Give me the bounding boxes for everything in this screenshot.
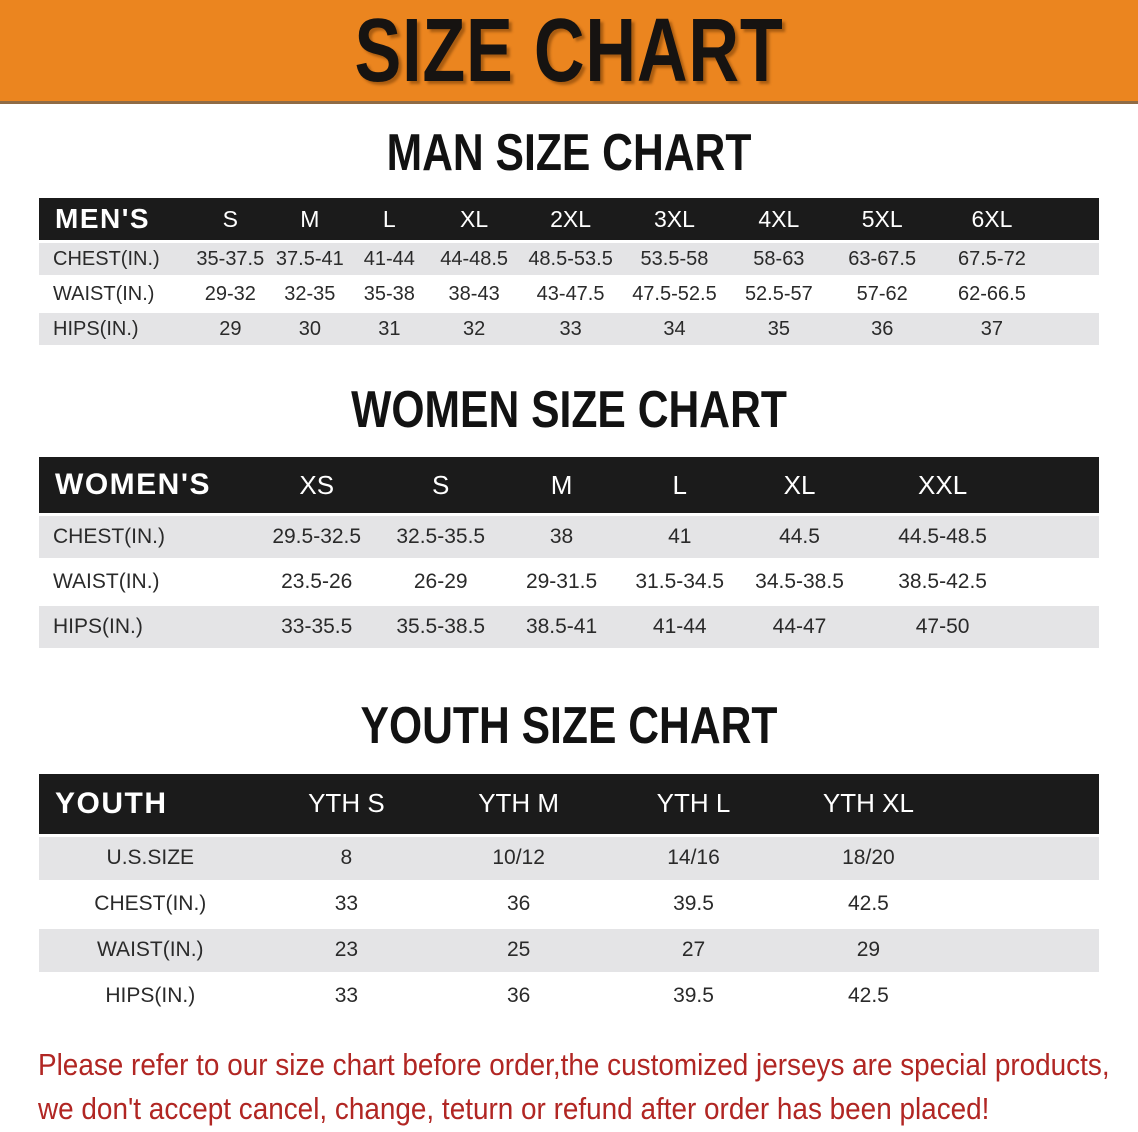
value-cell: 30 [298,317,321,340]
column-header: XS [299,469,335,500]
value-cell: 58-63 [753,247,805,270]
table-header-row [39,198,1099,240]
value-cell: 10/12 [492,846,545,870]
value-cell: 35.5-38.5 [396,615,486,639]
value-cell: 31.5-34.5 [635,570,725,594]
row-label: HIPS(IN.) [53,615,143,639]
value-cell: 38 [549,525,574,549]
value-cell: 39.5 [673,892,714,916]
value-cell: 35-38 [363,282,415,305]
spacer-cell [1050,198,1099,240]
table-row [39,883,1099,926]
value-cell: 44.5-48.5 [898,525,987,549]
section-men [0,125,1138,348]
value-cell: 29 [219,317,242,340]
spacer-cell [1025,561,1099,603]
value-cell: 63-67.5 [848,247,917,270]
column-header: L [382,205,396,232]
table-title-cell: MEN'S [55,203,151,235]
section-heading-youth: YOUTH SIZE CHART [360,697,778,756]
value-cell: 37 [980,317,1004,340]
footer-notice [38,1043,1138,1131]
section-youth [0,698,1138,1020]
section-heading-women: WOMEN SIZE CHART [351,381,787,440]
value-cell: 37.5-41 [275,247,344,270]
column-header: M [550,469,573,500]
value-cell: 14/16 [667,846,720,870]
table-row [39,313,1099,345]
value-cell: 38.5-42.5 [898,570,987,594]
value-cell: 42.5 [847,984,889,1008]
column-header: XL [783,469,816,500]
value-cell: 35-37.5 [196,247,265,270]
value-cell: 32 [463,317,486,340]
mens-size-table [39,195,1099,348]
row-label: CHEST(IN.) [53,247,160,270]
value-cell: 29.5-32.5 [272,525,362,549]
value-cell: 44-47 [772,615,827,639]
value-cell: 36 [506,892,531,916]
row-label: U.S.SIZE [106,846,195,870]
value-cell: 43-47.5 [536,282,605,305]
table-row [39,278,1099,310]
column-header: M [300,205,320,232]
value-cell: 29-31.5 [525,570,598,594]
spacer-cell [956,883,1099,926]
banner-title: SIZE CHART [354,0,784,101]
table-header-row [39,457,1099,513]
value-cell: 41-44 [652,615,707,639]
table-row [39,516,1099,558]
value-cell: 47.5-52.5 [632,282,717,305]
value-cell: 34 [663,317,686,340]
spacer-cell [1025,457,1099,513]
column-header: 6XL [971,205,1013,232]
table-row [39,561,1099,603]
column-header: XL [460,205,489,232]
row-label: WAIST(IN.) [53,570,160,594]
value-cell: 47-50 [915,615,970,639]
column-header: 2XL [550,205,592,232]
column-header: YTH S [308,788,385,819]
value-cell: 48.5-53.5 [528,247,613,270]
spacer-cell [1050,313,1099,345]
spacer-cell [956,929,1099,972]
spacer-cell [1025,516,1099,558]
column-header: 3XL [653,205,695,232]
row-label: CHEST(IN.) [94,892,207,916]
table-row [39,606,1099,648]
row-label: HIPS(IN.) [105,984,196,1008]
value-cell: 33 [559,317,582,340]
spacer-cell [956,774,1099,834]
value-cell: 31 [378,317,401,340]
value-cell: 32-35 [284,282,336,305]
womens-size-table [39,454,1099,651]
value-cell: 52.5-57 [744,282,813,305]
column-header: S [432,469,450,500]
section-women [0,382,1138,651]
value-cell: 44-48.5 [440,247,509,270]
value-cell: 26-29 [413,570,468,594]
table-row [39,243,1099,275]
row-label: HIPS(IN.) [53,317,139,340]
table-header-row [39,774,1099,834]
value-cell: 29 [856,938,881,962]
column-header: L [672,469,687,500]
section-heading-men: MAN SIZE CHART [386,124,752,182]
spacer-cell [1050,243,1099,275]
value-cell: 33 [334,892,359,916]
value-cell: 39.5 [673,984,714,1008]
value-cell: 53.5-58 [640,247,709,270]
youth-size-table [39,771,1099,1021]
value-cell: 27 [681,938,706,962]
value-cell: 67.5-72 [957,247,1026,270]
value-cell: 33-35.5 [281,615,353,639]
column-header: YTH M [478,788,560,819]
notice-line-2: we don't accept cancel, change, teturn or refund after order has been placed! [38,1090,990,1126]
column-header: S [222,205,238,232]
value-cell: 32.5-35.5 [396,525,486,549]
table-title-cell: WOMEN'S [55,468,211,502]
value-cell: 33 [334,984,359,1008]
table-row [39,975,1099,1018]
value-cell: 57-62 [856,282,908,305]
spacer-cell [956,975,1099,1018]
spacer-cell [1025,606,1099,648]
row-label: WAIST(IN.) [97,938,204,962]
value-cell: 35 [767,317,790,340]
notice-line-1: Please refer to our size chart before order,the customized jerseys are special products, [38,1046,1110,1082]
value-cell: 34.5-38.5 [755,570,844,594]
value-cell: 38-43 [448,282,500,305]
row-label: CHEST(IN.) [53,525,165,549]
column-header: 4XL [758,205,800,232]
value-cell: 44.5 [779,525,820,549]
value-cell: 29-32 [204,282,256,305]
spacer-cell [1050,278,1099,310]
column-header: YTH XL [822,788,914,819]
column-header: 5XL [861,205,903,232]
value-cell: 42.5 [847,892,889,916]
value-cell: 25 [506,938,531,962]
value-cell: 36 [871,317,894,340]
spacer-cell [956,837,1099,880]
row-label: WAIST(IN.) [53,282,155,305]
column-header: XXL [918,469,968,500]
value-cell: 62-66.5 [957,282,1026,305]
value-cell: 36 [506,984,531,1008]
value-cell: 41 [668,525,692,549]
value-cell: 23.5-26 [281,570,353,594]
value-cell: 18/20 [842,846,895,870]
value-cell: 8 [340,846,353,870]
value-cell: 38.5-41 [525,615,598,639]
column-header: YTH L [656,788,731,819]
table-title-cell: YOUTH [55,786,168,820]
value-cell: 23 [334,938,359,962]
table-row [39,837,1099,880]
banner [0,0,1138,104]
table-row [39,929,1099,972]
value-cell: 41-44 [363,247,415,270]
